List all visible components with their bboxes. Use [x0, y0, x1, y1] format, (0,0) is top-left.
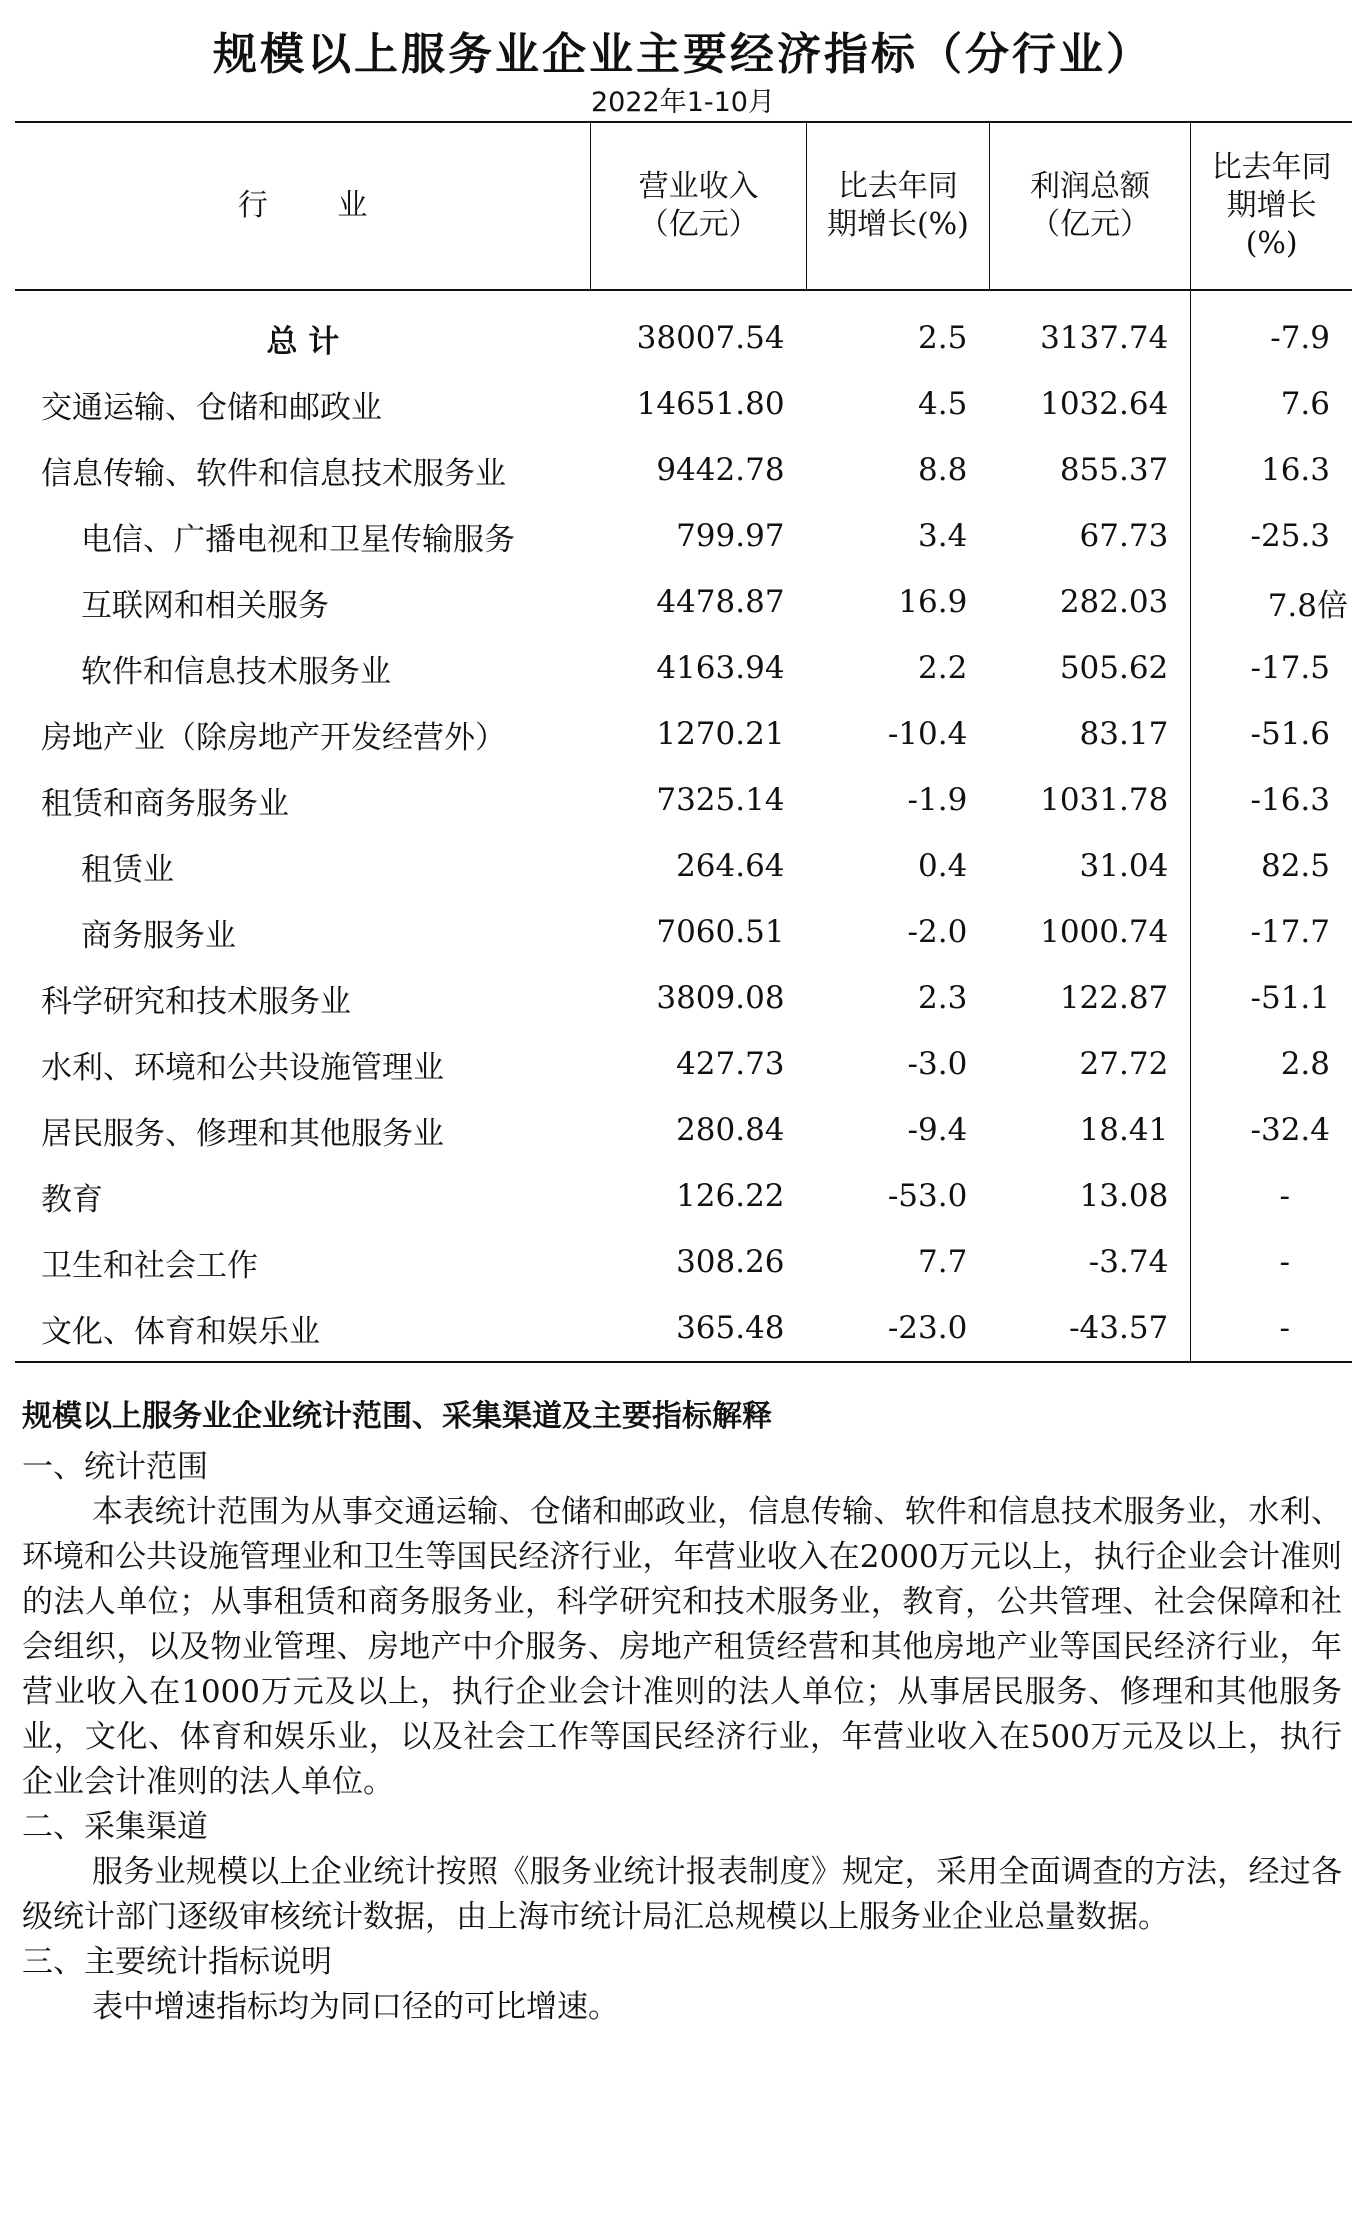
row-name: 信息传输、软件和信息技术服务业	[41, 455, 506, 492]
table-row	[15, 1229, 1352, 1295]
profit-cell: 1032.64	[1040, 386, 1169, 422]
revenue-cell: 799.97	[676, 518, 785, 554]
profit-cell: 31.04	[1079, 848, 1169, 884]
profit-cell: 1031.78	[1040, 782, 1169, 818]
profit-growth-cell: -32.4	[1191, 1097, 1352, 1163]
revenue-cell: 4163.94	[656, 650, 785, 686]
row-name: 软件和信息技术服务业	[81, 653, 391, 690]
revenue-growth-cell: -1.9	[907, 782, 968, 818]
table-row	[15, 965, 1352, 1031]
header-industry: 行 业	[15, 122, 591, 290]
revenue-cell: 365.48	[591, 1295, 807, 1362]
revenue-growth-cell: -9.4	[907, 1112, 968, 1148]
revenue-cell: 1270.21	[656, 716, 785, 752]
revenue-growth-cell: -53.0	[887, 1178, 968, 1214]
header-profit-growth: 比去年同 期增长 (%)	[1191, 122, 1352, 290]
profit-growth-cell: -16.3	[1191, 767, 1352, 833]
header-revenue: 营业收入 （亿元）	[591, 122, 807, 290]
profit-cell: 83.17	[1079, 716, 1169, 752]
profit-cell: 67.73	[1079, 518, 1169, 554]
table-row	[15, 635, 1352, 701]
revenue-cell: 38007.54	[636, 320, 785, 356]
table-row	[15, 1097, 1352, 1163]
section-text-scope: 本表统计范围为从事交通运输、仓储和邮政业，信息传输、软件和信息技术服务业，水利、环境和公共设施管理业和卫生等国民经济行业，年营业收入在2000万元以上，执行企业会计准则的法人单位；从事租赁和商务服务业，科学研究和技术服务业，教育，公共管理、社会保障和社会组织，以及物业管理、房地产中介服务、房地产租赁经营和其他房地产业等国民经济行业，年营业收入在1000万元及以上，执行企业会计准则的法人单位；从事居民服务、修理和其他服务业，文化、体育和娱乐业，以及社会工作等国民经济行业，年营业收入在500万元及以上，执行企业会计准则的法人单位。	[22, 1494, 1342, 1800]
revenue-growth-cell: 8.8	[918, 452, 968, 488]
notes-section	[22, 1394, 1342, 2030]
profit-growth-cell: -51.1	[1191, 965, 1352, 1031]
table-row	[15, 899, 1352, 965]
profit-cell: 3137.74	[1040, 320, 1169, 356]
revenue-cell: 427.73	[676, 1046, 785, 1082]
revenue-cell: 264.64	[676, 848, 785, 884]
table-row	[15, 503, 1352, 569]
row-name: 水利、环境和公共设施管理业	[41, 1049, 444, 1086]
table-row	[15, 569, 1352, 635]
table-row	[15, 701, 1352, 767]
profit-growth-cell: -	[1191, 1229, 1352, 1295]
section-heading-channel: 二、采集渠道	[22, 1809, 208, 1845]
notes-title: 规模以上服务业企业统计范围、采集渠道及主要指标解释	[22, 1399, 772, 1434]
header-profit: 利润总额 （亿元）	[989, 122, 1190, 290]
revenue-growth-cell: 0.4	[918, 848, 968, 884]
profit-growth-cell: 7.8倍	[1191, 569, 1352, 635]
revenue-cell: 4478.87	[656, 584, 785, 620]
profit-growth-cell: -25.3	[1191, 503, 1352, 569]
revenue-growth-cell: 2.3	[918, 980, 968, 1016]
revenue-growth-cell: 7.7	[918, 1244, 968, 1280]
table-row	[15, 1295, 1352, 1362]
revenue-growth-cell: -10.4	[887, 716, 968, 752]
header-revenue-growth: 比去年同 期增长(%)	[807, 122, 990, 290]
section-text-indicators: 表中增速指标均为同口径的可比增速。	[92, 1989, 619, 2025]
row-name: 租赁业	[81, 851, 174, 888]
page-title: 规模以上服务业企业主要经济指标（分行业）	[213, 29, 1153, 80]
table-row	[15, 437, 1352, 503]
profit-growth-cell: -	[1191, 1295, 1352, 1362]
table-row	[15, 833, 1352, 899]
period-subtitle: 2022年1-10月	[591, 87, 775, 118]
profit-cell: 18.41	[1079, 1112, 1169, 1148]
profit-cell: 282.03	[1059, 584, 1169, 620]
section-heading-scope: 一、统计范围	[22, 1449, 208, 1485]
row-name: 文化、体育和娱乐业	[15, 1295, 591, 1362]
revenue-cell: 7060.51	[656, 914, 785, 950]
table-row	[15, 371, 1352, 437]
row-name: 科学研究和技术服务业	[41, 983, 351, 1020]
profit-growth-cell: 16.3	[1191, 437, 1352, 503]
section-heading-indicators: 三、主要统计指标说明	[22, 1944, 332, 1980]
profit-growth-cell: -	[1191, 1163, 1352, 1229]
table-row	[15, 1031, 1352, 1097]
revenue-growth-cell: 4.5	[918, 386, 968, 422]
table-row-total	[15, 290, 1352, 371]
profit-cell: -43.57	[989, 1295, 1190, 1362]
profit-growth-cell: 2.8	[1191, 1031, 1352, 1097]
profit-cell: 27.72	[1079, 1046, 1169, 1082]
row-name: 商务服务业	[81, 917, 236, 954]
profit-growth-cell: -17.7	[1191, 899, 1352, 965]
profit-growth-cell: -17.5	[1191, 635, 1352, 701]
table-row	[15, 767, 1352, 833]
table-header-row	[15, 122, 1352, 290]
profit-cell: 505.62	[1059, 650, 1169, 686]
revenue-growth-cell: -3.0	[907, 1046, 968, 1082]
revenue-cell: 14651.80	[636, 386, 785, 422]
revenue-growth-cell: 2.5	[918, 320, 968, 356]
profit-cell: 13.08	[1079, 1178, 1169, 1214]
row-name: 电信、广播电视和卫星传输服务	[81, 521, 515, 558]
revenue-cell: 3809.08	[656, 980, 785, 1016]
profit-cell: 1000.74	[1040, 914, 1169, 950]
row-name: 交通运输、仓储和邮政业	[41, 389, 382, 426]
profit-cell: 855.37	[1059, 452, 1169, 488]
revenue-cell: 280.84	[676, 1112, 785, 1148]
revenue-growth-cell: 2.2	[918, 650, 968, 686]
revenue-cell: 9442.78	[656, 452, 785, 488]
profit-cell: 122.87	[1059, 980, 1169, 1016]
revenue-growth-cell: 3.4	[918, 518, 968, 554]
row-name: 卫生和社会工作	[41, 1247, 258, 1284]
profit-growth-cell: 82.5	[1191, 833, 1352, 899]
row-name: 教育	[41, 1181, 103, 1218]
revenue-growth-cell: -2.0	[907, 914, 968, 950]
revenue-cell: 308.26	[676, 1244, 785, 1280]
row-name: 租赁和商务服务业	[41, 785, 289, 822]
table-row	[15, 1163, 1352, 1229]
indicator-table	[15, 121, 1352, 1363]
row-name: 总 计	[266, 323, 340, 360]
profit-growth-cell: -7.9	[1191, 290, 1352, 371]
revenue-growth-cell: -23.0	[807, 1295, 990, 1362]
row-name: 互联网和相关服务	[81, 587, 329, 624]
revenue-cell: 126.22	[676, 1178, 785, 1214]
profit-growth-cell: -51.6	[1191, 701, 1352, 767]
section-text-channel: 服务业规模以上企业统计按照《服务业统计报表制度》规定，采用全面调查的方法，经过各级统计部门逐级审核统计数据，由上海市统计局汇总规模以上服务业企业总量数据。	[22, 1854, 1342, 1935]
row-name: 房地产业（除房地产开发经营外）	[41, 719, 506, 756]
revenue-cell: 7325.14	[656, 782, 785, 818]
row-name: 居民服务、修理和其他服务业	[41, 1115, 444, 1152]
profit-cell: -3.74	[1088, 1244, 1169, 1280]
profit-growth-cell: 7.6	[1191, 371, 1352, 437]
revenue-growth-cell: 16.9	[898, 584, 968, 620]
